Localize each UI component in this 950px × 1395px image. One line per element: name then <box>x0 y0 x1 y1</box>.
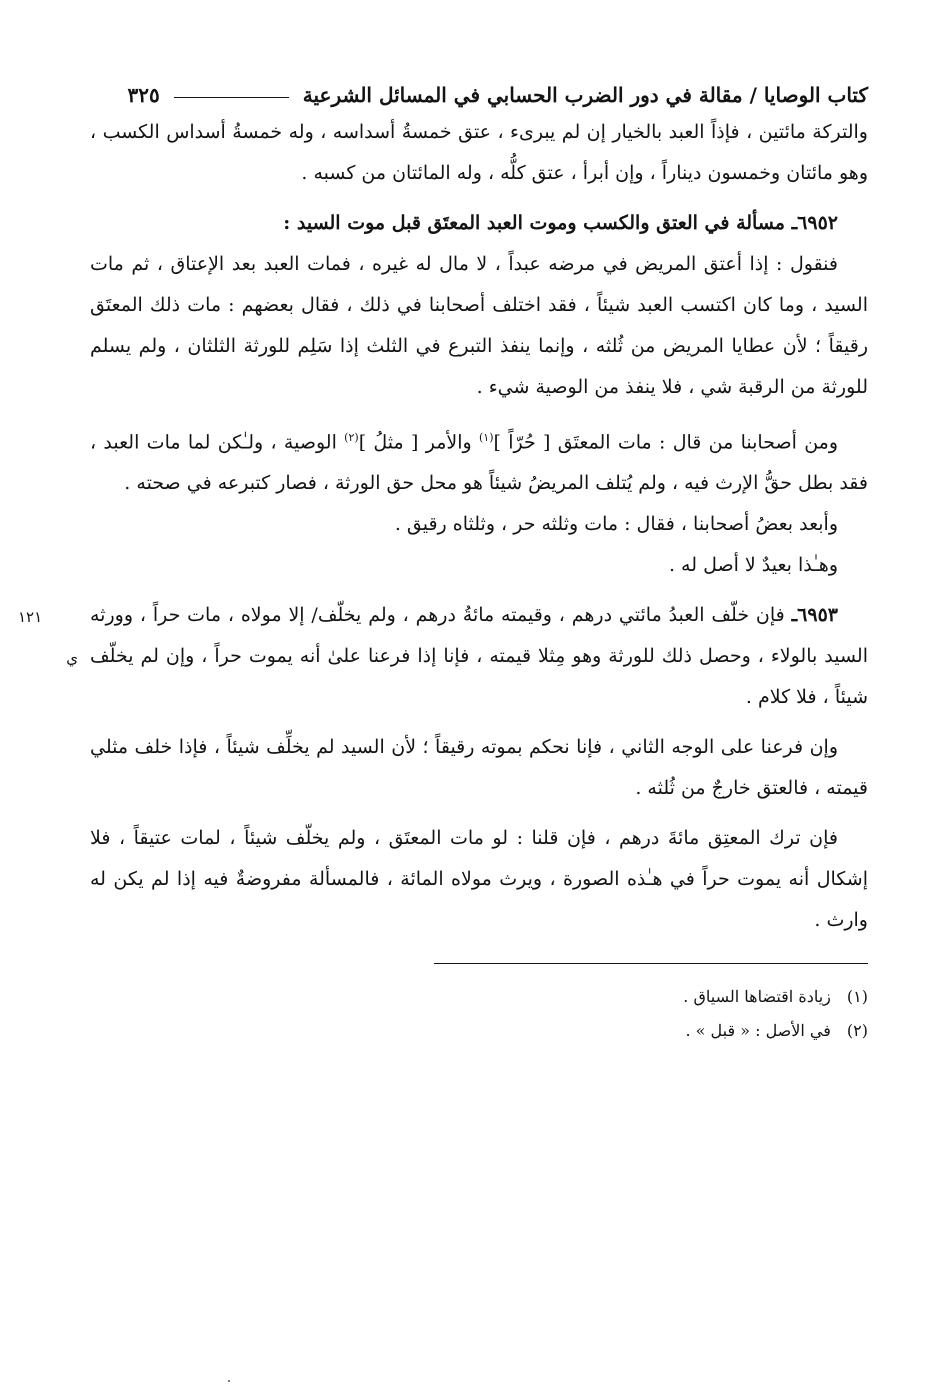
margin-folio-note: ١٢١ ي <box>18 608 78 668</box>
running-header <box>90 78 868 112</box>
section-number: ٦٩٥٣ـ <box>791 604 838 627</box>
footnote-text: في الأصل : « قبل » . <box>685 1021 831 1041</box>
paragraph: فنقول : إذا أعتق المريض في مرضه عبداً ، لا مال له غيره ، فمات العبد بعد الإعتاق ، ثم مات السيد ، وما كان اكتسب العبد شيئاً ، فقد اختلف أصحابنا في ذلك ، فقال بعضهم : مات ذلك المعتَق رقيقاً ؛ لأن عطايا المريض من ثُلثه ، وإنما ينفذ التبرع في الثلث إذا سَلِم للورثة الثلثان ، ولم يسلم للورثة من الرقبة شي ، فلا ينفذ من الوصية شيء . <box>90 253 868 398</box>
paragraph-with-footnotes <box>90 417 868 504</box>
paragraph-text: ومن أصحابنا من قال : مات المعتَق [ حُرّاً ] <box>493 431 839 454</box>
section-6953 <box>18 595 868 718</box>
footnote-ref: (٢) <box>344 431 359 444</box>
footnotes <box>90 980 868 1048</box>
section-title: مسألة في العتق والكسب وموت العبد المعتَق قبل موت السيد : <box>283 212 785 234</box>
footnote <box>90 1014 868 1048</box>
paragraph: وأبعد بعضُ أصحابنا ، فقال : مات وثلثه حر ، وثلثاه رقيق . <box>394 513 838 536</box>
footnote <box>90 980 868 1014</box>
footnote-marker: (١) <box>846 987 868 1007</box>
paragraph-continuation: والتركة مائتين ، فإذاً العبد بالخيار إن لم يبرىء ، عتق خمسةُ أسداسه ، وله خمسةُ أسداس الكسب ، وهو مائتان وخمسون ديناراً ، وإن أبرأ ، عتق كلُّه ، وله المائتان من كسبه . <box>90 121 868 184</box>
header-rule <box>174 97 289 98</box>
section-heading-6952 <box>90 203 868 244</box>
footnote-text: زيادة اقتضاها السياق . <box>683 987 831 1007</box>
paragraph-text: الوصية ، ولـٰكن لما مات العبد ، فقد بطل حقُّ الإرث فيه ، ولم يُتلف المريضُ شيئاً هو محل حق الورثة ، فصار كتبرعه في صحته . <box>90 431 868 495</box>
book-page <box>18 78 868 1048</box>
footnote-separator <box>434 963 868 964</box>
footnote-ref: (١) <box>478 431 494 444</box>
paragraph: فإن ترك المعتِق مائةَ درهم ، فإن قلنا : لو مات المعتَق ، ولم يخلّف شيئاً ، لمات عتيقاً ، فلا إشكال أنه يموت حراً في هـٰذه الصورة ، ويرث مولاه المائة ، فالمسألة مفروضةٌ فيه إذا لم يكن له وارث . <box>90 827 868 932</box>
page-number: ٣٢٥ <box>127 83 160 107</box>
paragraph-text: فإن خلّف العبدُ مائتي درهم ، وقيمته مائةُ درهم ، ولم يخلّف/ إلا مولاه ، مات حراً ، وورثه السيد بالولاء ، وحصل ذلك للورثة وهو مِثلا قيمته ، فإنا إذا فرعنا علىٰ أنه يموت حراً ، وإن لم يخلّف شيئاً ، فلا كلام . <box>90 604 868 709</box>
paragraph: وهـٰذا بعيدٌ لا أصل له . <box>668 554 838 577</box>
body-text <box>18 112 868 941</box>
scan-speck <box>228 1380 230 1382</box>
paragraph-text: والأمر [ مثلُ ] <box>358 431 479 454</box>
header-title: كتاب الوصايا / مقالة في دور الضرب الحسابي في المسائل الشرعية <box>302 83 868 107</box>
paragraph: وإن فرعنا على الوجه الثاني ، فإنا نحكم بموته رقيقاً ؛ لأن السيد لم يخلِّف شيئاً ، فإذا خلف مثلي قيمته ، فالعتق خارجٌ من ثُلثه . <box>90 736 868 800</box>
section-number: ٦٩٥٢ـ <box>791 212 838 234</box>
footnote-marker: (٢) <box>846 1021 868 1041</box>
